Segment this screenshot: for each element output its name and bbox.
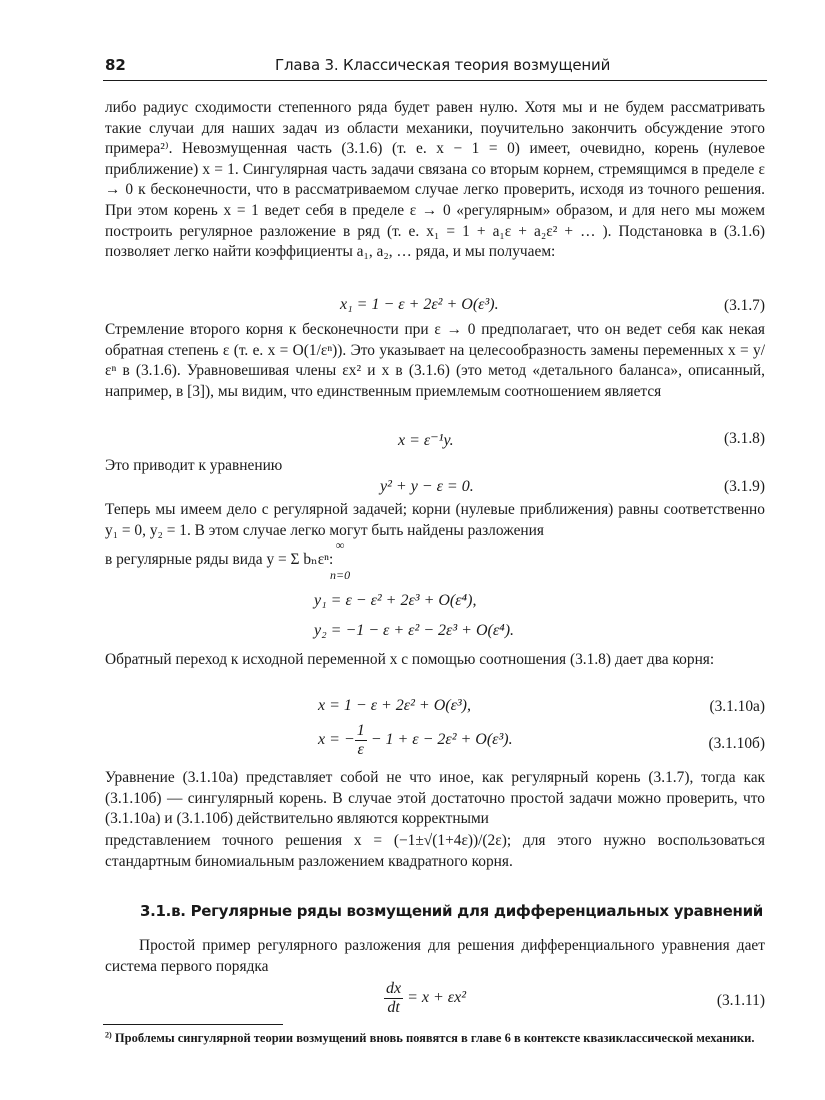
equation-3-1-11 [384,980,466,1017]
page-header [103,56,765,78]
header-rule [103,80,767,81]
equation-3-1-10a: x = 1 − ε + 2ε² + O(ε³), [318,697,472,714]
equation-3-1-10b-rhs: − 1 + ε − 2ε² + O(ε³). [366,731,513,749]
fraction-denominator: dt [387,999,400,1016]
sum-lower-limit: n=0 [330,568,351,582]
equation-label-3-1-8: (3.1.8) [723,430,765,447]
paragraph-7: Простой пример регулярного разложения для решения дифференциального уравнения дает система первого порядка [105,937,765,975]
paragraph-6a: Уравнение (3.1.10а) представляет собой не что иное, как регулярный корень (3.1.7), тогда как (3.1.10б) — сингулярный корень. В случае этой достаточно простой задачи можно проверить, что (3.1.10а) и (3.1.10б) действительно являются корректными [105,769,765,828]
footnote-text: Проблемы сингулярной теории возмущений вновь появятся в главе 6 в контексте квазиклассической механики. [114,1031,755,1045]
paragraph-4a: Теперь мы имеем дело с регулярной задачей; корни (нулевые приближения) равны соответственно y₁ = 0, y₂ = 1. В этом случае легко могут быть найдены разложения [105,501,765,539]
equation-3-1-10b [318,722,513,759]
fraction-denominator: ε [357,741,364,758]
paragraph-2: Стремление второго корня к бесконечности при ε → 0 предполагает, что он ведет себя как некая обратная степень ε (т. е. x = O(1/εⁿ)). Это указывает на целесообразность замены переменных x = y/εⁿ в (3.1.6). Уравновешивая члены εx² и x в (3.1.6) (это метод «детального баланса», описанный, например, в [3]), мы видим, что единственным приемлемым соотношением является [105,321,765,400]
footnote [105,1030,765,1047]
equation-3-1-7: x₁ = 1 − ε + 2ε² + O(ε³). [340,296,499,313]
equation-label-3-1-10a: (3.1.10а) [709,698,765,715]
footnote-marker: 2) [105,1030,112,1040]
equation-label-3-1-9: (3.1.9) [723,478,765,495]
equation-label-3-1-11: (3.1.11) [716,992,765,1009]
equation-y1: y₁ = ε − ε² + 2ε³ + O(ε⁴), [314,592,477,609]
footnote-rule [103,1024,283,1025]
equation-3-1-8: x = ε⁻¹y. [398,432,454,449]
equation-3-1-9: y² + y − ε = 0. [380,478,474,495]
fraction-dx-dt [384,980,403,1017]
equation-3-1-11-rhs: = x + εx² [403,989,467,1007]
equation-label-3-1-7: (3.1.7) [723,297,765,314]
equation-label-3-1-10b: (3.1.10б) [708,735,765,752]
equation-y2: y₂ = −1 − ε + ε² − 2ε³ + O(ε⁴). [314,622,515,639]
section-title: 3.1.в. Регулярные ряды возмущений для дифференциальных уравнений [140,902,764,920]
fraction-numerator: dx [386,980,402,997]
running-head: Глава 3. Классическая теория возмущений [275,56,611,74]
paragraph-1: либо радиус сходимости степенного ряда будет равен нулю. Хотя мы и не будем рассматривать такие случаи для наших задач из области механики, поучительно закончить обсуждение этого примера²⁾. Невозмущенная часть (3.1.6) (т. е. x − 1 = 0) имеет, очевидно, корень (нулевое приближение) x = 1. Сингулярная часть задачи связана со вторым корнем, стремящимся в пределе ε → 0 к бесконечности, что в рассматриваемом случае легко проверить, исходя из точного решения. При этом корень x = 1 ведет себя в пределе ε → 0 «регулярным» образом, и для него мы можем построить регулярное разложение в ряд (т. е. x₁ = 1 + a₁ε + a₂ε² + … ). Подстановка в (3.1.6) позволяет легко найти коэффициенты a₁, a₂, … ряда, и мы получаем: [105,99,765,261]
equation-3-1-10b-lhs: x = − [318,731,355,749]
fraction-numerator: 1 [356,722,365,739]
paragraph-3: Это приводит к уравнению [105,457,283,474]
sum-upper-limit: ∞ [335,538,345,552]
page-number: 82 [105,56,126,74]
fraction-1-over-epsilon [355,722,367,759]
paragraph-6b: представлением точного решения x = (−1±√(1+4ε))/(2ε); для этого нужно воспользоваться стандартным биномиальным разложением квадратного корня. [105,832,765,870]
paragraph-5: Обратный переход к исходной переменной x с помощью соотношения (3.1.8) дает два корня: [105,651,715,668]
paragraph-4b: в регулярные ряды вида y = Σ bₙεⁿ: [105,551,334,568]
